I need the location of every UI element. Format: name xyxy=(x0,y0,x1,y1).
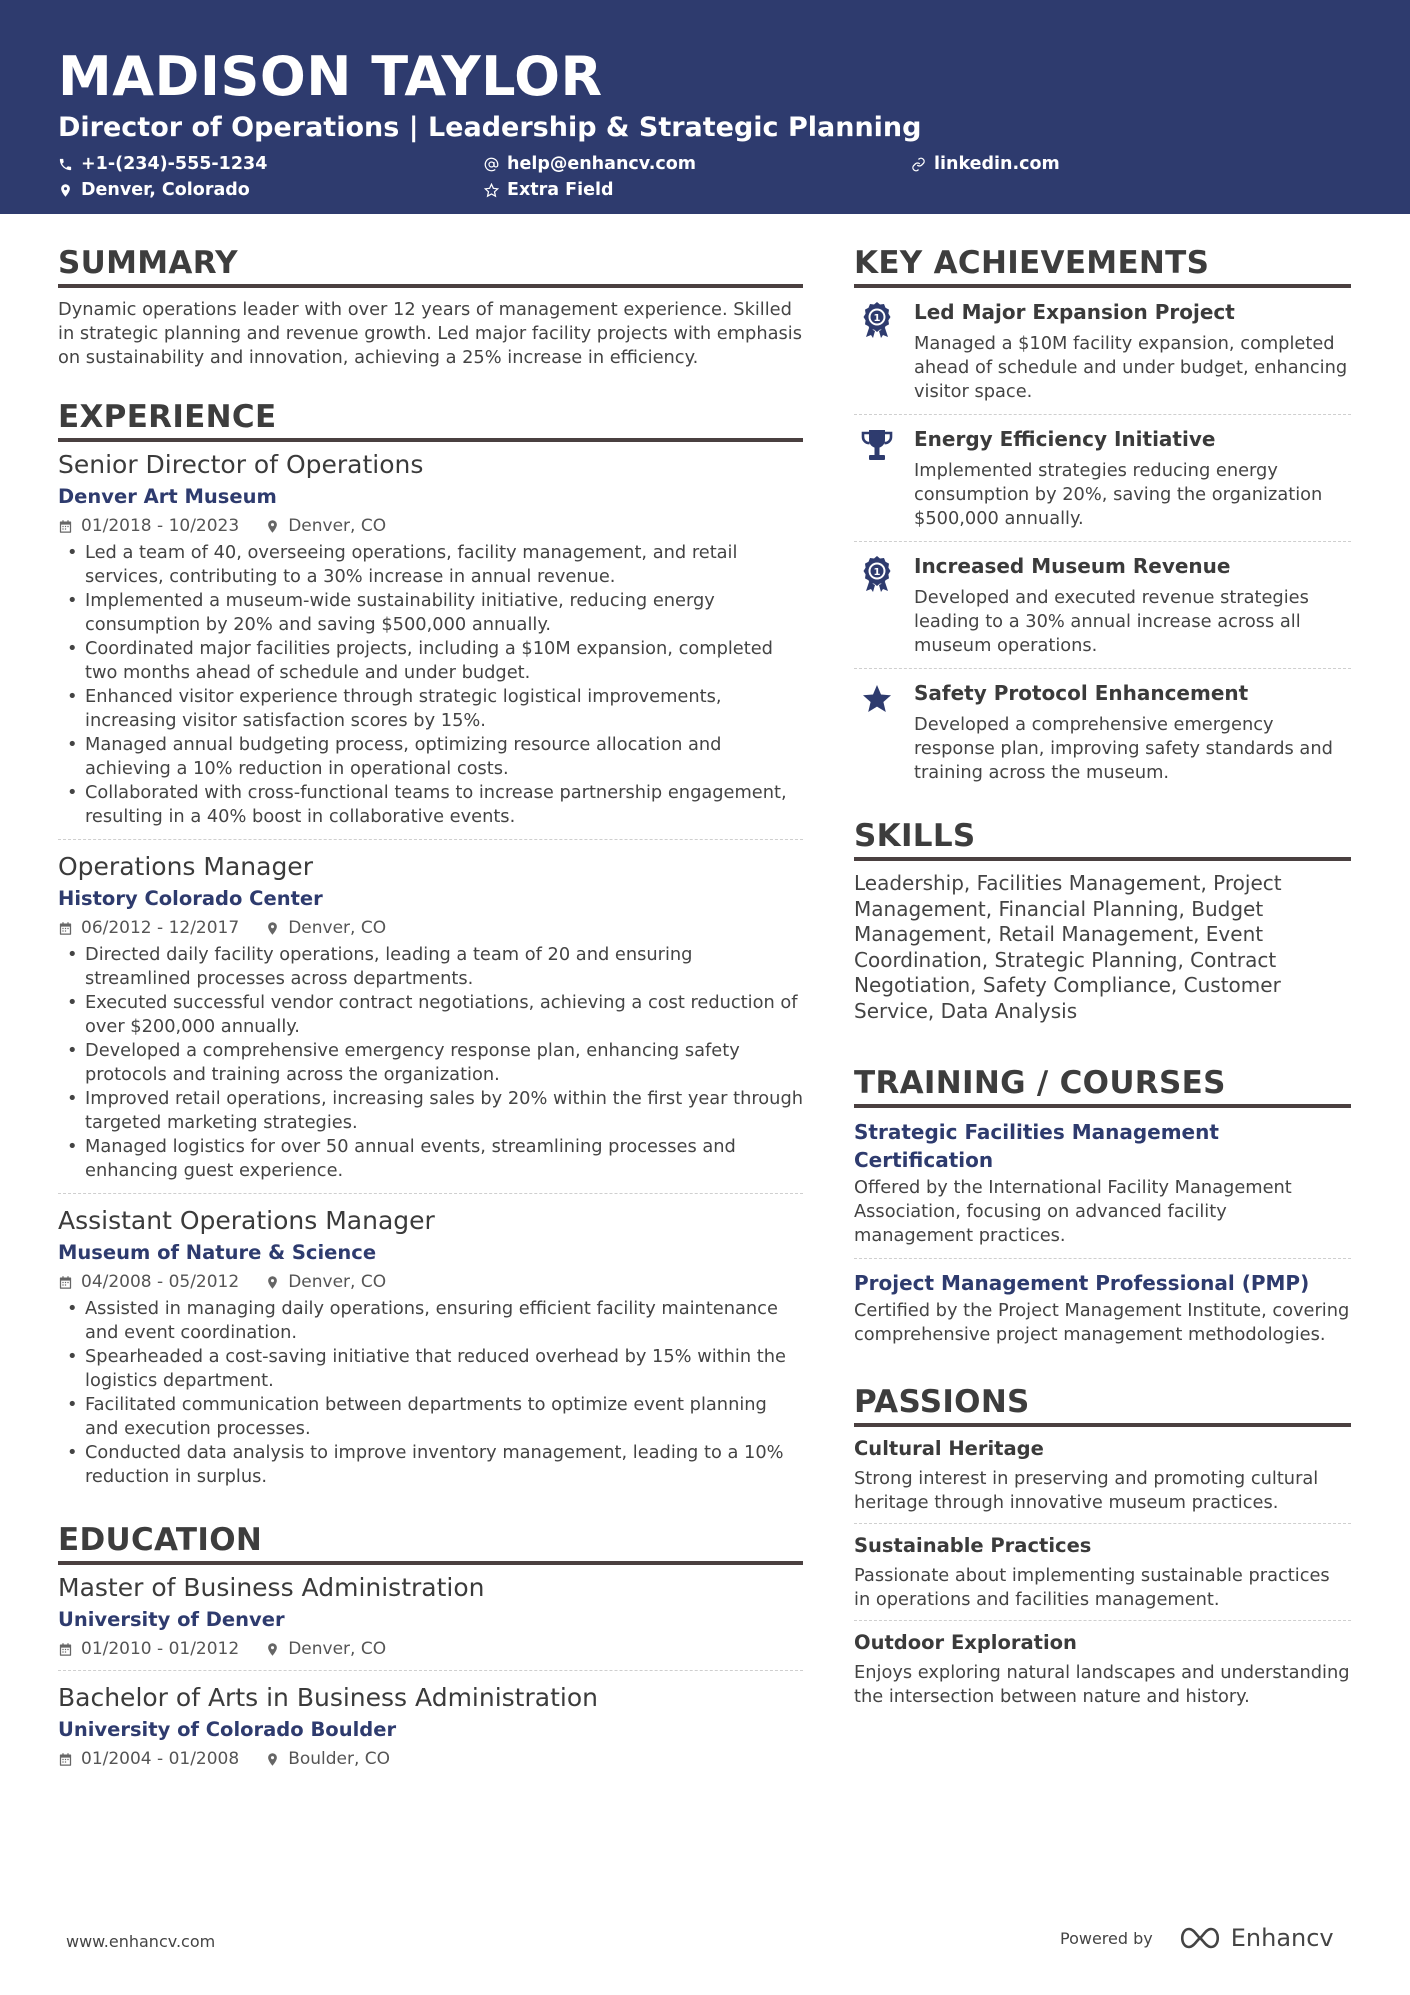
award-ribbon-icon xyxy=(860,554,894,592)
job-location xyxy=(265,513,386,539)
bullet-item: • Facilitated communication between departments to optimize event planning and execution processes. xyxy=(58,1393,803,1441)
achievement-body xyxy=(914,552,1351,658)
extra-text: Extra Field xyxy=(507,180,614,200)
phone-icon xyxy=(58,157,73,172)
bullet-item: • Spearheaded a cost-saving initiative that reduced overhead by 15% within the logistics department. xyxy=(58,1345,803,1393)
date-text: 04/2008 - 05/2012 xyxy=(81,1272,240,1292)
svg-text:1: 1 xyxy=(873,313,881,324)
passion-item xyxy=(854,1433,1351,1524)
experience-entry xyxy=(58,850,803,1194)
job-bullets xyxy=(58,943,803,1183)
bullet-item: • Managed annual budgeting process, optimizing resource allocation and achieving a 10% reduction in operational costs. xyxy=(58,733,803,781)
map-pin-icon xyxy=(58,183,73,198)
company-name: Museum of Nature & Science xyxy=(58,1241,377,1264)
bullet-item: • Implemented a museum-wide sustainability initiative, reducing energy consumption by 20% and saving $500,000 annually. xyxy=(58,589,803,637)
footer-branding xyxy=(1060,1924,1334,1952)
degree-title: Bachelor of Arts in Business Administration xyxy=(58,1683,598,1712)
job-location xyxy=(265,1269,386,1295)
contact-location xyxy=(58,180,250,200)
contact-email[interactable] xyxy=(484,154,696,174)
job-bullets xyxy=(58,1297,803,1489)
footer-website[interactable]: www.enhancv.com xyxy=(66,1932,216,1951)
map-pin-icon xyxy=(265,1752,280,1767)
calendar-icon xyxy=(58,1275,73,1290)
achievement-description: Implemented strategies reducing energy consumption by 20%, saving the organization $500,000 annually. xyxy=(914,460,1323,529)
section-title: EDUCATION xyxy=(58,1521,803,1565)
bullet-item: • Enhanced visitor experience through strategic logistical improvements, increasing visitor satisfaction scores by 15%. xyxy=(58,685,803,733)
bullet-item: • Managed logistics for over 50 annual events, streamlining processes and enhancing guest experience. xyxy=(58,1135,803,1183)
achievement-item xyxy=(854,288,1351,415)
date-text: 01/2010 - 01/2012 xyxy=(81,1639,240,1659)
course-title: Project Management Professional (PMP) xyxy=(854,1271,1310,1295)
job-title: Senior Director of Operations xyxy=(58,450,424,479)
bullet-item: • Coordinated major facilities projects, including a $10M expansion, completed two months ahead of schedule and under budget. xyxy=(58,637,803,685)
bullet-item: • Assisted in managing daily operations, ensuring efficient facility maintenance and event coordination. xyxy=(58,1297,803,1345)
award-ribbon-icon xyxy=(860,300,894,338)
enhancv-logo-icon xyxy=(1177,1925,1223,1951)
education-list xyxy=(58,1571,803,1780)
calendar-icon xyxy=(58,519,73,534)
experience-section xyxy=(58,398,803,1499)
section-title: SKILLS xyxy=(854,817,1351,861)
company-name: Denver Art Museum xyxy=(58,485,277,508)
date-text: 01/2018 - 10/2023 xyxy=(81,516,240,536)
achievement-body xyxy=(914,298,1351,404)
achievement-title: Increased Museum Revenue xyxy=(914,554,1231,578)
location-text: Boulder, CO xyxy=(288,1749,391,1769)
contact-info xyxy=(58,154,1352,210)
contact-linkedin[interactable] xyxy=(911,154,1060,174)
location-text: Denver, Colorado xyxy=(81,180,250,200)
calendar-icon xyxy=(58,1752,73,1767)
skills-text: Leadership, Facilities Management, Project Management, Financial Planning, Budget Management, Retail Management, Event Coordination, Strategic Planning, Contract Negotiation, Safety Compliance, Customer Service, Data Analysis xyxy=(854,871,1282,1023)
date-text: 01/2004 - 01/2008 xyxy=(81,1749,240,1769)
powered-by-label: Powered by xyxy=(1060,1928,1153,1948)
achievement-description: Managed a $10M facility expansion, completed ahead of schedule and under budget, enhancing visitor space. xyxy=(914,333,1348,402)
link-icon xyxy=(911,157,926,172)
bullet-item: • Led a team of 40, overseeing operations, facility management, and retail services, contributing to a 30% increase in annual revenue. xyxy=(58,541,803,589)
achievement-icon-wrap xyxy=(854,552,914,658)
bullet-item: • Developed a comprehensive emergency response plan, enhancing safety protocols and training across the organization. xyxy=(58,1039,803,1087)
education-entry xyxy=(58,1571,803,1671)
calendar-icon xyxy=(58,921,73,936)
bullet-item: • Improved retail operations, increasing sales by 20% within the first year through targeted marketing strategies. xyxy=(58,1087,803,1135)
job-title: Assistant Operations Manager xyxy=(58,1206,435,1235)
passion-description: Enjoys exploring natural landscapes and understanding the intersection between nature and history. xyxy=(854,1662,1350,1707)
course-title: Strategic Facilities Management Certification xyxy=(854,1120,1219,1172)
section-title: SUMMARY xyxy=(58,244,803,288)
course-item xyxy=(854,1114,1351,1259)
linkedin-text: linkedin.com xyxy=(934,154,1060,174)
summary-text: Dynamic operations leader with over 12 years of management experience. Skilled in strategic planning and revenue growth. Led major facility projects with emphasis on sustainability and innovation, achieving a 25% increase in efficiency. xyxy=(58,299,802,368)
achievement-item xyxy=(854,669,1351,795)
summary-section xyxy=(58,244,803,370)
passion-description: Passionate about implementing sustainable practices in operations and facilities management. xyxy=(854,1565,1330,1610)
star-icon xyxy=(860,681,894,719)
map-pin-icon xyxy=(265,1275,280,1290)
section-title: PASSIONS xyxy=(854,1383,1351,1427)
passions-list xyxy=(854,1433,1351,1717)
jobs-list xyxy=(58,448,803,1499)
job-location xyxy=(265,1746,390,1772)
school-name: University of Colorado Boulder xyxy=(58,1718,397,1741)
map-pin-icon xyxy=(265,921,280,936)
job-location xyxy=(265,1636,386,1662)
map-pin-icon xyxy=(265,1642,280,1657)
course-description: Offered by the International Facility Management Association, focusing on advanced facility management practices. xyxy=(854,1177,1292,1246)
location-text: Denver, CO xyxy=(288,1639,387,1659)
education-section xyxy=(58,1521,803,1780)
achievement-title: Energy Efficiency Initiative xyxy=(914,427,1216,451)
achievement-icon-wrap xyxy=(854,679,914,785)
experience-entry xyxy=(58,448,803,840)
bullet-item: • Conducted data analysis to improve inventory management, leading to a 10% reduction in surplus. xyxy=(58,1441,803,1489)
achievement-icon-wrap xyxy=(854,298,914,404)
training-list xyxy=(854,1114,1351,1357)
section-title: TRAINING / COURSES xyxy=(854,1064,1351,1108)
job-bullets xyxy=(58,541,803,829)
resume-header xyxy=(0,0,1410,214)
passion-item xyxy=(854,1530,1351,1621)
trophy-icon xyxy=(860,427,894,465)
email-text: help@enhancv.com xyxy=(507,154,697,174)
star-outline-icon xyxy=(484,183,499,198)
location-text: Denver, CO xyxy=(288,918,387,938)
passion-title: Sustainable Practices xyxy=(854,1534,1092,1557)
brand-name: Enhancv xyxy=(1230,1924,1334,1952)
section-title: EXPERIENCE xyxy=(58,398,803,442)
date-range xyxy=(58,1746,239,1772)
section-title: KEY ACHIEVEMENTS xyxy=(854,244,1351,288)
contact-phone[interactable] xyxy=(58,154,267,174)
passions-section xyxy=(854,1383,1351,1717)
achievement-description: Developed a comprehensive emergency response plan, improving safety standards and training across the museum. xyxy=(914,714,1333,783)
passion-title: Outdoor Exploration xyxy=(854,1631,1077,1654)
bullet-item: • Collaborated with cross-functional teams to increase partnership engagement, resulting in a 40% boost in collaborative events. xyxy=(58,781,803,829)
date-range xyxy=(58,915,239,941)
brand-logo[interactable] xyxy=(1177,1924,1334,1952)
date-text: 06/2012 - 12/2017 xyxy=(81,918,240,938)
svg-text:1: 1 xyxy=(873,567,881,578)
at-sign-icon xyxy=(484,157,499,172)
candidate-name: MADISON TAYLOR xyxy=(58,45,603,108)
date-range xyxy=(58,1636,239,1662)
achievement-body xyxy=(914,425,1351,531)
phone-text: +1-(234)-555-1234 xyxy=(81,154,268,174)
candidate-tagline: Director of Operations | Leadership & Strategic Planning xyxy=(58,112,922,143)
job-meta xyxy=(58,513,803,539)
job-meta xyxy=(58,1636,803,1662)
achievement-title: Safety Protocol Enhancement xyxy=(914,681,1249,705)
passion-item xyxy=(854,1627,1351,1717)
experience-entry xyxy=(58,1204,803,1499)
achievement-item xyxy=(854,415,1351,542)
right-column xyxy=(854,244,1351,1745)
achievement-description: Developed and executed revenue strategies leading to a 30% annual increase across all museum operations. xyxy=(914,587,1309,656)
course-description: Certified by the Project Management Institute, covering comprehensive project management methodologies. xyxy=(854,1300,1350,1345)
achievements-list xyxy=(854,288,1351,795)
bullet-item: • Directed daily facility operations, leading a team of 20 and ensuring streamlined processes across departments. xyxy=(58,943,803,991)
school-name: University of Denver xyxy=(58,1608,285,1631)
job-location xyxy=(265,915,386,941)
job-meta xyxy=(58,1269,803,1295)
job-meta xyxy=(58,915,803,941)
degree-title: Master of Business Administration xyxy=(58,1573,485,1602)
map-pin-icon xyxy=(265,519,280,534)
passion-title: Cultural Heritage xyxy=(854,1437,1044,1460)
achievement-icon-wrap xyxy=(854,425,914,531)
contact-extra xyxy=(484,180,614,200)
company-name: History Colorado Center xyxy=(58,887,323,910)
date-range xyxy=(58,1269,239,1295)
achievement-item xyxy=(854,542,1351,669)
training-section xyxy=(854,1064,1351,1357)
left-column xyxy=(58,244,803,1808)
bullet-item: • Executed successful vendor contract negotiations, achieving a cost reduction of over $200,000 annually. xyxy=(58,991,803,1039)
skills-section xyxy=(854,817,1351,1024)
location-text: Denver, CO xyxy=(288,516,387,536)
achievement-title: Led Major Expansion Project xyxy=(914,300,1235,324)
education-entry xyxy=(58,1681,803,1780)
calendar-icon xyxy=(58,1642,73,1657)
job-meta xyxy=(58,1746,803,1772)
date-range xyxy=(58,513,239,539)
job-title: Operations Manager xyxy=(58,852,313,881)
achievements-section xyxy=(854,244,1351,795)
achievement-body xyxy=(914,679,1351,785)
passion-description: Strong interest in preserving and promoting cultural heritage through innovative museum practices. xyxy=(854,1468,1319,1513)
location-text: Denver, CO xyxy=(288,1272,387,1292)
course-item xyxy=(854,1265,1351,1357)
